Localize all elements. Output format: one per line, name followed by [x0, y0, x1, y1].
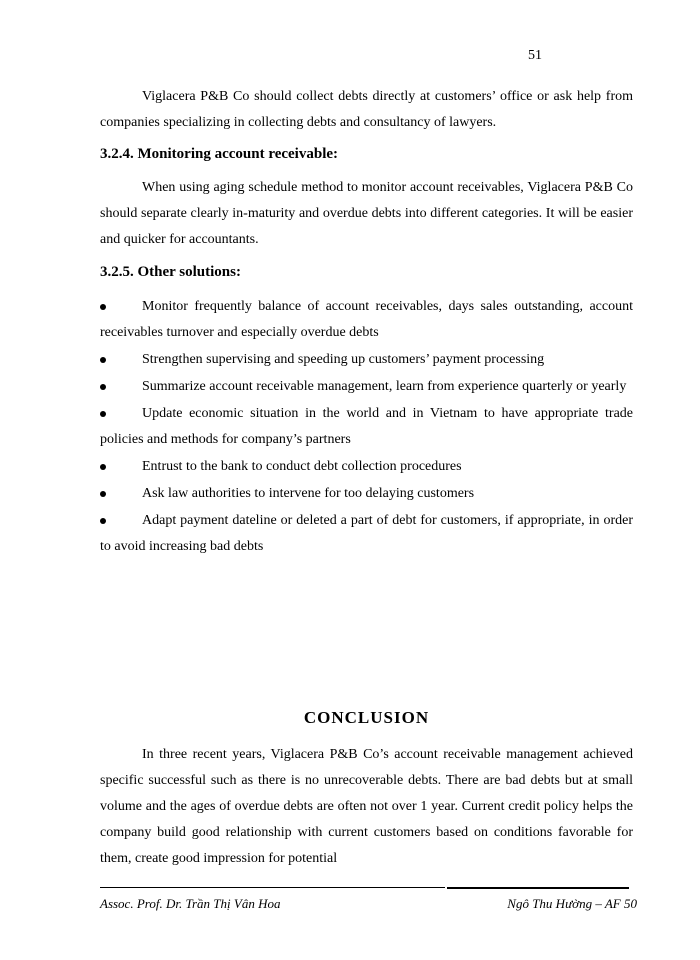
list-item: [100, 481, 633, 507]
section-heading-monitoring: 3.2.4. Monitoring account receivable:: [100, 146, 339, 162]
list-item: [100, 347, 633, 373]
footer-author: Ngô Thu Hường – AF 50: [507, 896, 637, 911]
bullet-icon: [100, 491, 106, 497]
list-item: [100, 294, 633, 346]
footer-supervisor: Assoc. Prof. Dr. Trần Thị Vân Hoa: [100, 896, 281, 911]
list-item-text: Entrust to the bank to conduct debt collection procedures: [142, 459, 462, 474]
list-item-text: Monitor frequently balance of account receivables, days sales outstanding, account receivables turnover and especially overdue debts: [100, 299, 633, 340]
list-item: [100, 401, 633, 453]
list-item-text: Strengthen supervising and speeding up customers’ payment processing: [142, 352, 545, 367]
list-item: [100, 454, 633, 480]
conclusion-paragraph: In three recent years, Viglacera P&B Co’s account receivable management achieved specific successful such as there is no unrecoverable debts. There are bad debts but at small volume and the ages of overdue debts are often not over 1 year. Current credit policy helps the company build good relationship with current customers based on conditions favorable for them, create good impression for potential: [100, 747, 633, 866]
list-item: [100, 374, 633, 400]
list-item-text: Ask law authorities to intervene for too delaying customers: [142, 486, 475, 501]
solutions-list: [100, 294, 633, 561]
list-item-text: Update economic situation in the world and in Vietnam to have appropriate trade policies and methods for company’s partners: [100, 406, 633, 447]
bullet-icon: [100, 357, 106, 363]
conclusion-title: CONCLUSION: [303, 708, 430, 727]
bullet-icon: [100, 384, 106, 390]
list-item: [100, 508, 633, 560]
intro-paragraph: Viglacera P&B Co should collect debts directly at customers’ office or ask help from companies specializing in collecting debts and consultancy of lawyers.: [100, 89, 633, 130]
list-item-text: Adapt payment dateline or deleted a part of debt for customers, if appropriate, in order to avoid increasing bad debts: [100, 513, 633, 554]
footer-rule-left: [100, 887, 445, 888]
bullet-icon: [100, 464, 106, 470]
footer-rule-right: [447, 887, 629, 889]
bullet-icon: [100, 304, 106, 310]
bullet-icon: [100, 518, 106, 524]
section-heading-other-solutions: 3.2.5. Other solutions:: [100, 264, 241, 280]
list-item-text: Summarize account receivable management, learn from experience quarterly or yearly: [142, 379, 627, 394]
monitoring-paragraph: When using aging schedule method to monitor account receivables, Viglacera P&B Co should separate clearly in-maturity and overdue debts into different categories. It will be easier and quicker for accountants.: [100, 180, 633, 247]
page-number: 51: [528, 48, 542, 63]
bullet-icon: [100, 411, 106, 417]
